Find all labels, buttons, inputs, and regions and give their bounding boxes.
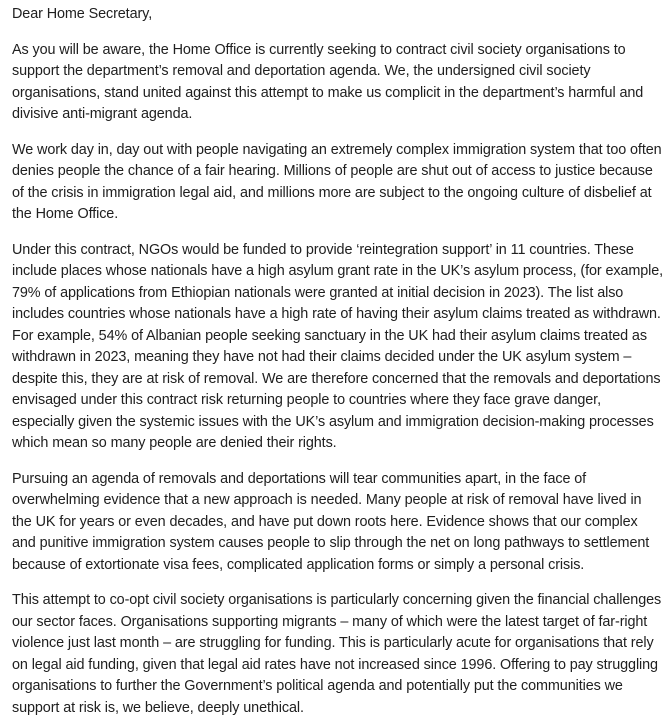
paragraph-funding-concerns: This attempt to co-opt civil society organisations is particularly concerning given the financial challenges our sector faces. Organisations supporting migrants – many of which were the latest target of far-right violence just last month – are struggling for funding. This is particularly acute for organisations that rely on legal aid funding, given that legal aid rates have not increased since 1996. Offering to pay struggling organisations to further the Government’s political agenda and potentially put the communities we support at risk is, we believe, deeply unethical. bbox=[12, 592, 662, 716]
letter-body bbox=[12, 4, 664, 719]
paragraph-contract-intro: As you will be aware, the Home Office is currently seeking to contract civil society organisations to support the department’s removal and deportation agenda. We, the undersigned civil society organisations, stand united against this attempt to make us complicit in the department’s harmful and divisive anti-migrant agenda. bbox=[12, 41, 644, 122]
paragraph-reintegration-support: Under this contract, NGOs would be funded to provide ‘reintegration support’ in 11 countries. These include places whose nationals have a high asylum grant rate in the UK’s asylum process, (for example, 79% of applications from Ethiopian nationals were granted at initial decision in 2023). The list also includes countries whose nationals have a high rate of having their asylum claims treated as withdrawn. For example, 54% of Albanian people seeking sanctuary in the UK had their asylum claims treated as withdrawn in 2023, meaning they have not had their claims decided under the UK asylum system – despite this, they are at risk of removal. We are therefore concerned that the removals and deportations envisaged under this contract risk returning people to countries where they face grave danger, especially given the systemic issues with the UK’s asylum and immigration decision-making processes which mean so many people are denied their rights. bbox=[12, 241, 664, 451]
paragraph-immigration-system: We work day in, day out with people navigating an extremely complex immigration system that too often denies people the chance of a fair hearing. Millions of people are shut out of access to justice because of the crisis in immigration legal aid, and millions more are subject to the ongoing culture of disbelief at the Home Office. bbox=[12, 141, 662, 222]
salutation: Dear Home Secretary, bbox=[12, 6, 153, 22]
paragraph-communities: Pursuing an agenda of removals and deportations will tear communities apart, in the face of overwhelming evidence that a new approach is needed. Many people at risk of removal have lived in the UK for years or even decades, and have put down roots here. Evidence shows that our complex and punitive immigration system causes people to slip through the net on long pathways to settlement because of extortionate visa fees, complicated application forms or simply a personal crisis. bbox=[12, 470, 650, 573]
